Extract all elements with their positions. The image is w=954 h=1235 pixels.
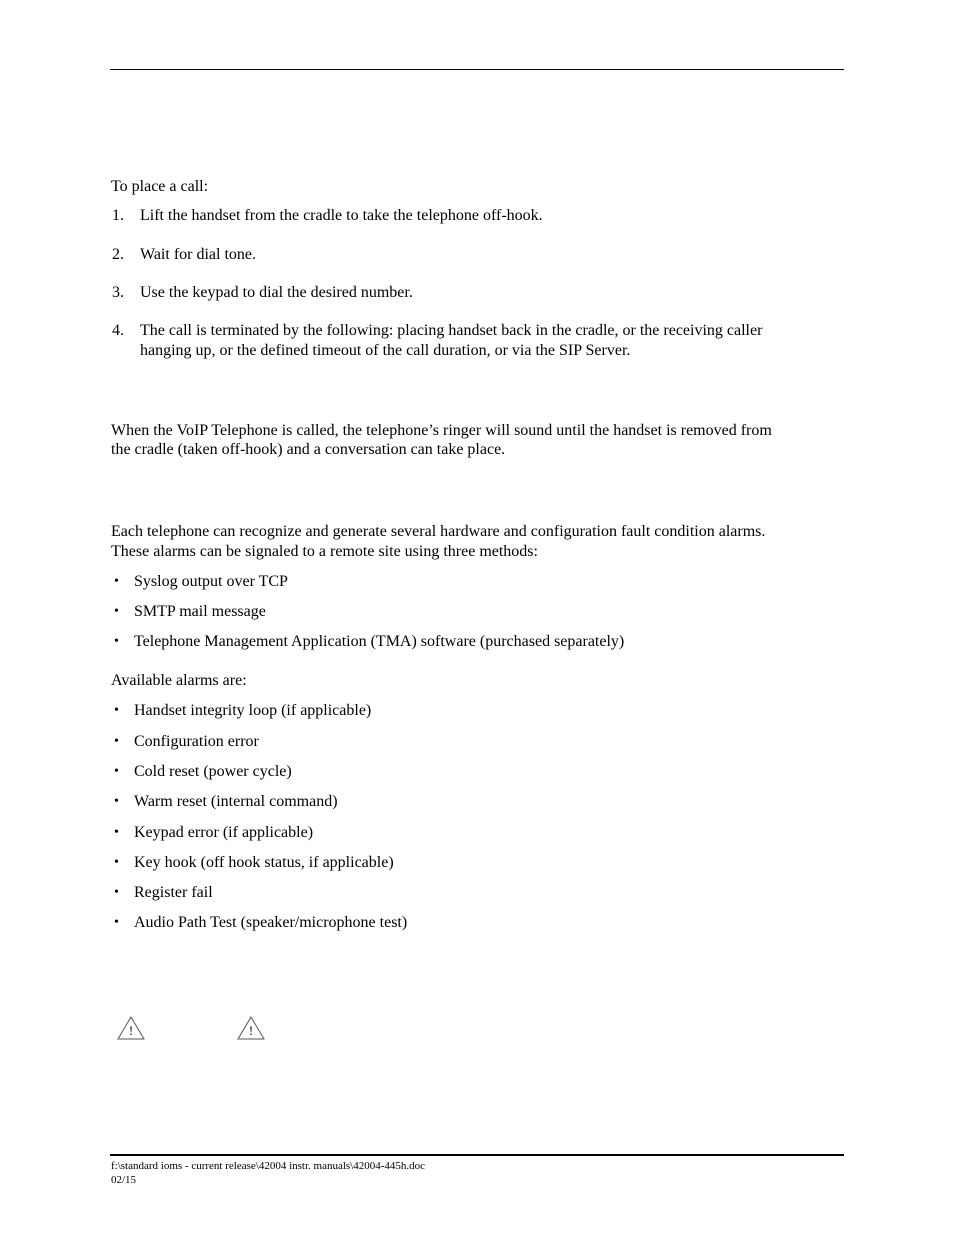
bullet-marker: •: [114, 734, 119, 749]
step-text: Lift the handset from the cradle to take the telephone off-hook.: [140, 207, 543, 224]
step-number: 1.: [112, 207, 124, 224]
alarm-item: Audio Path Test (speaker/microphone test): [134, 914, 408, 931]
method-item: Telephone Management Application (TMA) software (purchased separately): [134, 633, 625, 650]
step-text: Wait for dial tone.: [140, 246, 257, 263]
alarm-item: Keypad error (if applicable): [134, 824, 314, 841]
place-call-intro: To place a call:: [111, 178, 209, 195]
warning-triangle-icon: [117, 1016, 145, 1040]
step-text: Use the keypad to dial the desired number.: [140, 284, 413, 301]
warning-triangle-icon: [237, 1016, 265, 1040]
bullet-marker: •: [114, 794, 119, 809]
bullet-marker: •: [114, 885, 119, 900]
alarm-item: Configuration error: [134, 733, 259, 750]
step-text-continued: hanging up, or the defined timeout of the call duration, or via the SIP Server.: [140, 342, 631, 359]
alarm-item: Handset integrity loop (if applicable): [134, 702, 372, 719]
bullet-marker: •: [114, 634, 119, 649]
footer-file-path: f:\standard ioms - current release\42004 instr. manuals\42004-445h.doc: [111, 1160, 426, 1172]
header-rule: [110, 69, 844, 70]
bullet-marker: •: [114, 703, 119, 718]
receive-call-paragraph-line: When the VoIP Telephone is called, the telephone’s ringer will sound until the handset is removed from: [111, 422, 772, 439]
step-number: 4.: [112, 322, 124, 339]
alarm-item: Key hook (off hook status, if applicable): [134, 854, 394, 871]
method-item: Syslog output over TCP: [134, 573, 288, 590]
bullet-marker: •: [114, 825, 119, 840]
footer-date: 02/15: [111, 1174, 137, 1186]
warning-glyph: !: [248, 1023, 254, 1038]
bullet-marker: •: [114, 604, 119, 619]
bullet-marker: •: [114, 915, 119, 930]
alarms-intro-line: These alarms can be signaled to a remote site using three methods:: [111, 543, 538, 560]
step-number: 3.: [112, 284, 124, 301]
bullet-marker: •: [114, 574, 119, 589]
bullet-marker: •: [114, 855, 119, 870]
alarm-item: Cold reset (power cycle): [134, 763, 292, 780]
step-number: 2.: [112, 246, 124, 263]
alarm-item: Warm reset (internal command): [134, 793, 338, 810]
alarms-intro-line: Each telephone can recognize and generate several hardware and configuration fault condition alarms.: [111, 523, 766, 540]
available-alarms-label: Available alarms are:: [111, 672, 247, 689]
footer-rule: [110, 1154, 844, 1156]
warning-glyph: !: [128, 1023, 134, 1038]
step-text: The call is terminated by the following: placing handset back in the cradle, or the receiving caller: [140, 322, 763, 339]
bullet-marker: •: [114, 764, 119, 779]
method-item: SMTP mail message: [134, 603, 266, 620]
alarm-item: Register fail: [134, 884, 213, 901]
receive-call-paragraph-line: the cradle (taken off-hook) and a conversation can take place.: [111, 441, 506, 458]
